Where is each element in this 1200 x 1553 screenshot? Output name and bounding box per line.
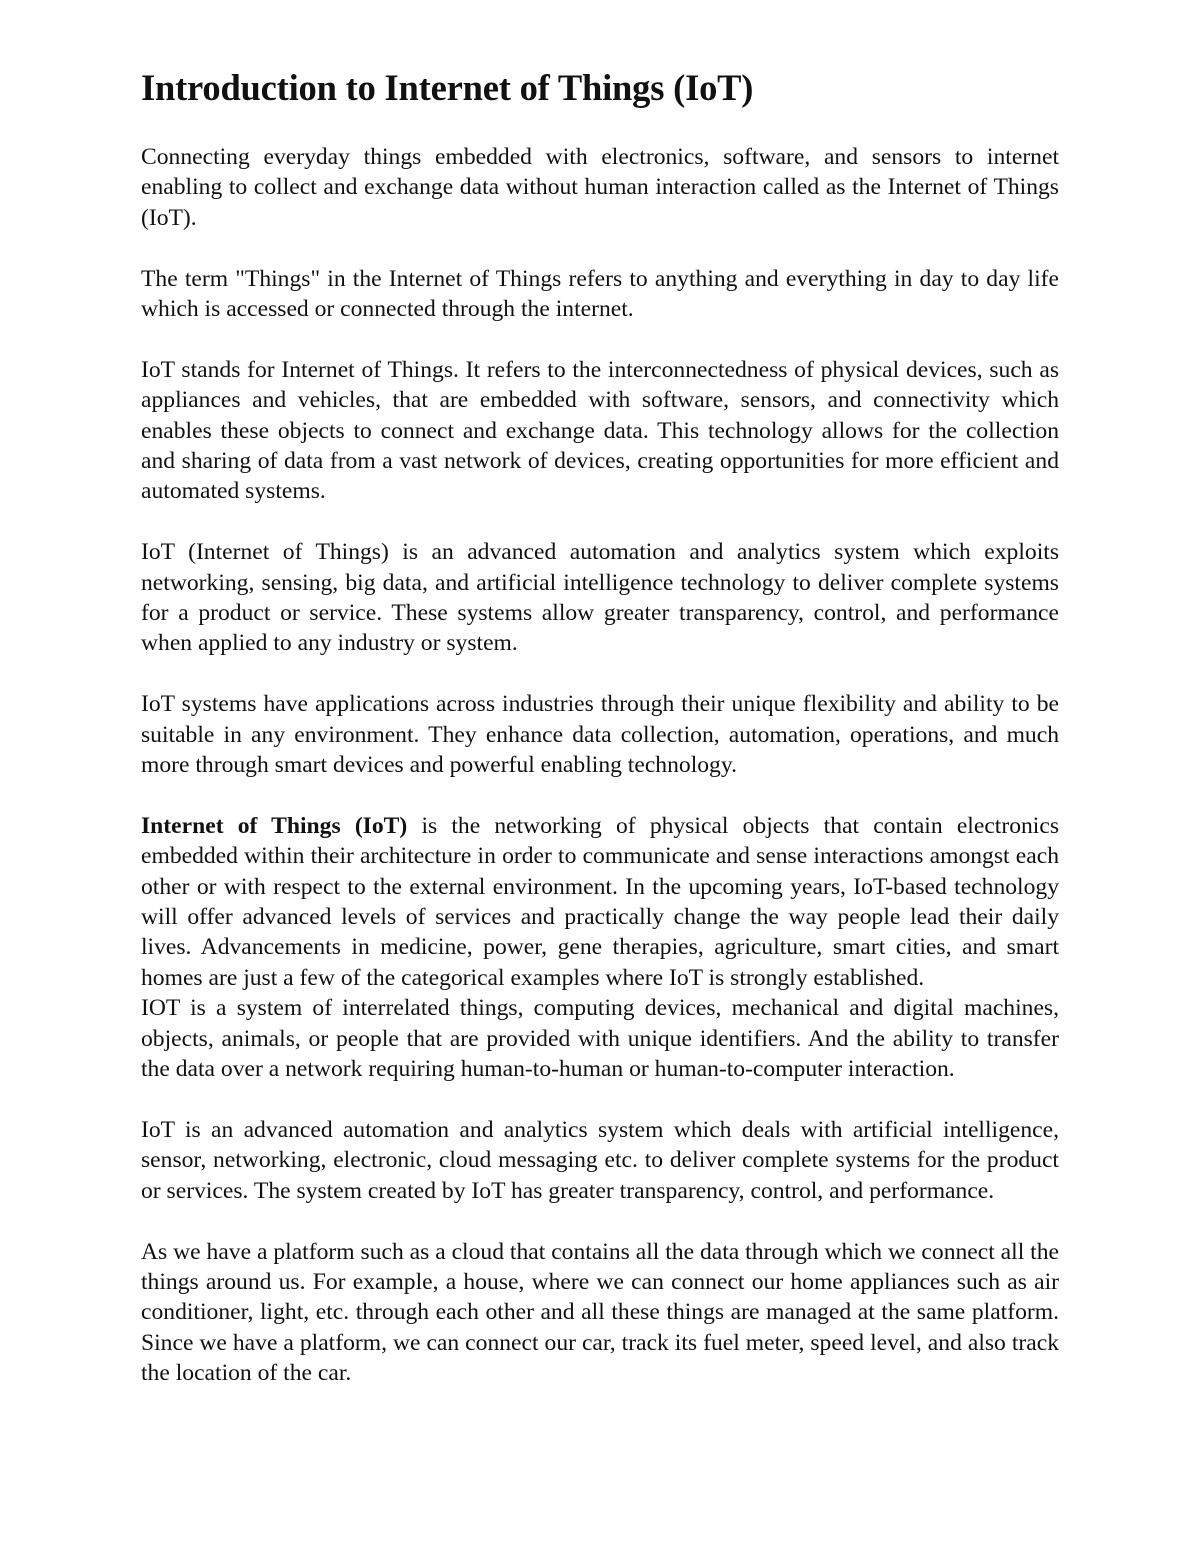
paragraph-iot-analytics: IoT is an advanced automation and analytics system which deals with artificial intelligence, sensor, networking, electronic, cloud messaging etc. to deliver complete systems for the product or services. The system created by IoT has greater transparency, control, and performance. [141,1116,1059,1204]
paragraph-iot-applications: IoT systems have applications across industries through their unique flexibility and ability to be suitable in any environment. They enhance data collection, automation, operations, and much more through smart devices and powerful enabling technology. [141,691,1059,779]
paragraph-iot-system: IOT is a system of interrelated things, computing devices, mechanical and digital machines, objects, animals, or people that are provided with unique identifiers. And the ability to transfer the data over a network requiring human-to-human or human-to-computer interaction. [141,995,1059,1083]
paragraph-iot-stands-for: IoT stands for Internet of Things. It refers to the interconnectedness of physical devices, such as appliances and vehicles, that are embedded with software, sensors, and connectivity which enables these objects to connect and exchange data. This technology allows for the collection and sharing of data from a vast network of devices, creating opportunities for more efficient and automated systems. [141,356,1059,505]
paragraph-things-term: The term "Things" in the Internet of Things refers to anything and everything in day to day life which is accessed or connected through the internet. [141,265,1059,323]
paragraph-iot-automation: IoT (Internet of Things) is an advanced automation and analytics system which exploits networking, sensing, big data, and artificial intelligence technology to deliver complete systems for a product or service. These systems allow greater transparency, control, and performance when applied to any industry or system. [141,539,1059,657]
definition-text: is the networking of physical objects that contain electronics embedded within their architecture in order to communicate and sense interactions amongst each other or with respect to the external environment. In the upcoming years, IoT-based technology will offer advanced levels of services and practically change the way people lead their daily lives. Advancements in medicine, power, gene therapies, agriculture, smart cities, and smart homes are just a few of the categorical examples where IoT is strongly established. [141,812,1060,991]
document-title: Introduction to Internet of Things (IoT) [141,67,754,108]
paragraph-iot-platform: As we have a platform such as a cloud that contains all the data through which we connect all the things around us. For example, a house, where we can connect our home appliances such as air conditioner, light, etc. through each other and all these things are managed at the same platform. Since we have a platform, we can connect our car, track its fuel meter, speed level, and also track the location of the car. [141,1238,1059,1387]
document-page [141,62,1059,1419]
paragraph-iot-networking [141,811,1059,993]
bold-term: Internet of Things (IoT) [141,812,408,839]
paragraph-iot-definition-intro: Connecting everyday things embedded with electronics, software, and sensors to internet enabling to collect and exchange data without human interaction called as the Internet of Things (IoT). [141,144,1059,231]
